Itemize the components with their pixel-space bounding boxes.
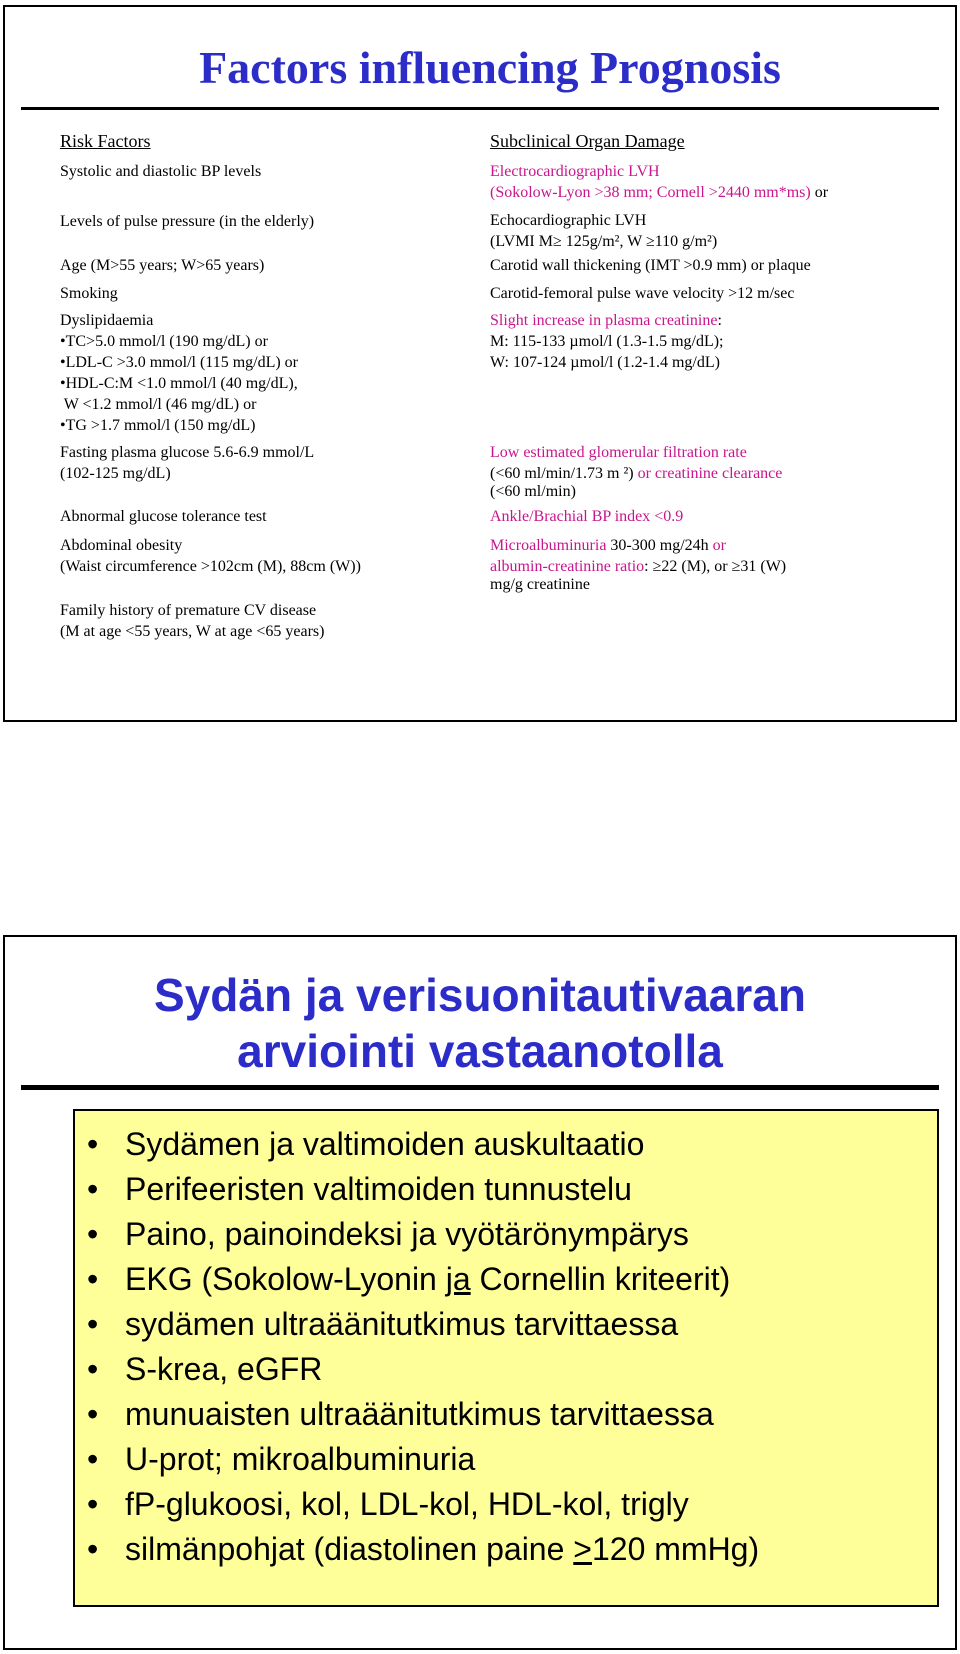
- organ-damage-header: Subclinical Organ Damage: [490, 131, 685, 151]
- list-item-text-rest: Cornellin kriteerit): [470, 1261, 731, 1297]
- list-item-text: S-krea, eGFR: [125, 1351, 323, 1387]
- organ-item-echo-criteria: (LVMI M≥ 125g/m², W ≥110 g/m²): [490, 233, 718, 250]
- bullet: •: [87, 1351, 99, 1387]
- organ-item-ecg-lvh: Electrocardiographic LVH: [490, 163, 660, 180]
- organ-item-gfr-clearance: (<60 ml/min): [490, 483, 576, 500]
- bullet: •: [87, 1216, 99, 1252]
- micro-or: or: [712, 537, 726, 554]
- bullet: •: [87, 1441, 99, 1477]
- ecg-or-text: or: [810, 184, 829, 201]
- slide-title: [5, 967, 955, 1079]
- slide-prognosis: [3, 5, 957, 722]
- list-item-text: Sydämen ja valtimoiden auskultaatio: [125, 1126, 645, 1162]
- organ-item-creatinine-w: W: 107-124 µmol/l (1.2-1.4 mg/dL): [490, 354, 720, 371]
- list-item-text-rest: 120 mmHg): [591, 1531, 760, 1567]
- risk-item-glucose-tolerance: Abnormal glucose tolerance test: [60, 508, 267, 525]
- list-item: [87, 1170, 632, 1208]
- list-item: [87, 1125, 644, 1163]
- title-line-1: Sydän ja verisuonitautivaaran: [154, 969, 806, 1021]
- list-item-text: EKG (Sokolow-Lyonin: [125, 1261, 446, 1297]
- list-item-text: fP-glukoosi, kol, LDL-kol, HDL-kol, trigly: [125, 1486, 689, 1522]
- list-item: [87, 1530, 759, 1568]
- bullet: •: [87, 1306, 99, 1342]
- bullet: •: [87, 1486, 99, 1522]
- organ-item-carotid: Carotid wall thickening (IMT >0.9 mm) or plaque: [490, 257, 811, 274]
- bullet: •: [87, 1171, 99, 1207]
- micro-range: 30-300 mg/24h: [606, 537, 713, 554]
- bullet: •: [87, 1126, 99, 1162]
- creatinine-colon: :: [717, 312, 722, 329]
- organ-item-acr-unit: mg/g creatinine: [490, 576, 590, 593]
- title-line-2: arviointi vastaanotolla: [237, 1025, 723, 1077]
- risk-item-family-history-age: (M at age <55 years, W at age <65 years): [60, 623, 325, 640]
- risk-item-tg: •TG >1.7 mmol/l (150 mg/dL): [60, 417, 256, 434]
- slide-title: Factors influencing Prognosis: [199, 42, 781, 93]
- risk-factors-header: Risk Factors: [60, 131, 151, 151]
- risk-item-hdl-w: W <1.2 mmol/l (46 mg/dL) or: [60, 396, 257, 413]
- list-item: [87, 1440, 475, 1478]
- list-item: [87, 1305, 678, 1343]
- bullet: •: [87, 1531, 99, 1567]
- underlined-symbol: >: [573, 1531, 592, 1567]
- risk-item-glucose-mg: (102-125 mg/dL): [60, 465, 171, 482]
- risk-item-smoking: Smoking: [60, 285, 118, 302]
- creatinine-text: Slight increase in plasma creatinine: [490, 312, 718, 329]
- list-item-text: munuaisten ultraäänitutkimus tarvittaessa: [125, 1396, 714, 1432]
- list-item: [87, 1350, 322, 1388]
- gfr-value-text: (<60 ml/min/1.73 m ²): [490, 465, 634, 482]
- organ-item-creatinine: [490, 310, 722, 331]
- title-divider: [21, 107, 939, 110]
- risk-item-abdominal-obesity: Abdominal obesity: [60, 537, 183, 554]
- bullet: •: [87, 1261, 99, 1297]
- list-item: [87, 1215, 689, 1253]
- risk-item-pulse: Levels of pulse pressure (in the elderly): [60, 213, 315, 230]
- list-item-text: U-prot; mikroalbuminuria: [125, 1441, 476, 1477]
- slide-cv-risk-assessment: [3, 935, 957, 1650]
- risk-item-dyslipidaemia: Dyslipidaemia: [60, 312, 154, 329]
- gfr-clearance-text: or creatinine clearance: [633, 465, 783, 482]
- list-item-text: silmänpohjat (diastolinen paine: [125, 1531, 574, 1567]
- acr-values: : ≥22 (M), or ≥31 (W): [644, 558, 787, 575]
- risk-item-tc: •TC>5.0 mmol/l (190 mg/dL) or: [60, 333, 268, 350]
- organ-item-pwv: Carotid-femoral pulse wave velocity >12 m/sec: [490, 285, 795, 302]
- list-item: [87, 1485, 689, 1523]
- underlined-word: ja: [445, 1261, 471, 1297]
- risk-item-glucose: Fasting plasma glucose 5.6-6.9 mmol/L: [60, 444, 315, 461]
- risk-item-age: Age (M>55 years; W>65 years): [60, 257, 265, 274]
- bullet: •: [87, 1396, 99, 1432]
- title-divider: [21, 1085, 939, 1090]
- organ-item-abi: Ankle/Brachial BP index <0.9: [490, 508, 684, 525]
- organ-item-gfr: Low estimated glomerular filtration rate: [490, 444, 747, 461]
- acr-label: albumin-creatinine ratio: [490, 558, 645, 575]
- micro-label: Microalbuminuria: [490, 537, 607, 554]
- risk-item-hdl: •HDL-C:M <1.0 mmol/l (40 mg/dL),: [60, 375, 298, 392]
- list-item: [87, 1395, 714, 1433]
- organ-item-creatinine-m: M: 115-133 µmol/l (1.3-1.5 mg/dL);: [490, 333, 724, 350]
- list-item-text: sydämen ultraäänitutkimus tarvittaessa: [125, 1306, 679, 1342]
- ecg-criteria-text: (Sokolow-Lyon >38 mm; Cornell >2440 mm*ms): [490, 184, 811, 201]
- organ-item-echo-lvh: Echocardiographic LVH: [490, 212, 647, 229]
- organ-item-microalbuminuria: [490, 535, 726, 556]
- list-item: [87, 1260, 730, 1298]
- organ-item-ecg-criteria: [490, 182, 828, 203]
- list-item-text: Perifeeristen valtimoiden tunnustelu: [125, 1171, 632, 1207]
- risk-item-waist: (Waist circumference >102cm (M), 88cm (W)): [60, 558, 361, 575]
- checklist-box: [73, 1109, 939, 1607]
- list-item-text: Paino, painoindeksi ja vyötärönympärys: [125, 1216, 689, 1252]
- risk-item-bp: Systolic and diastolic BP levels: [60, 163, 262, 180]
- risk-item-ldl: •LDL-C >3.0 mmol/l (115 mg/dL) or: [60, 354, 299, 371]
- risk-item-family-history: Family history of premature CV disease: [60, 602, 317, 619]
